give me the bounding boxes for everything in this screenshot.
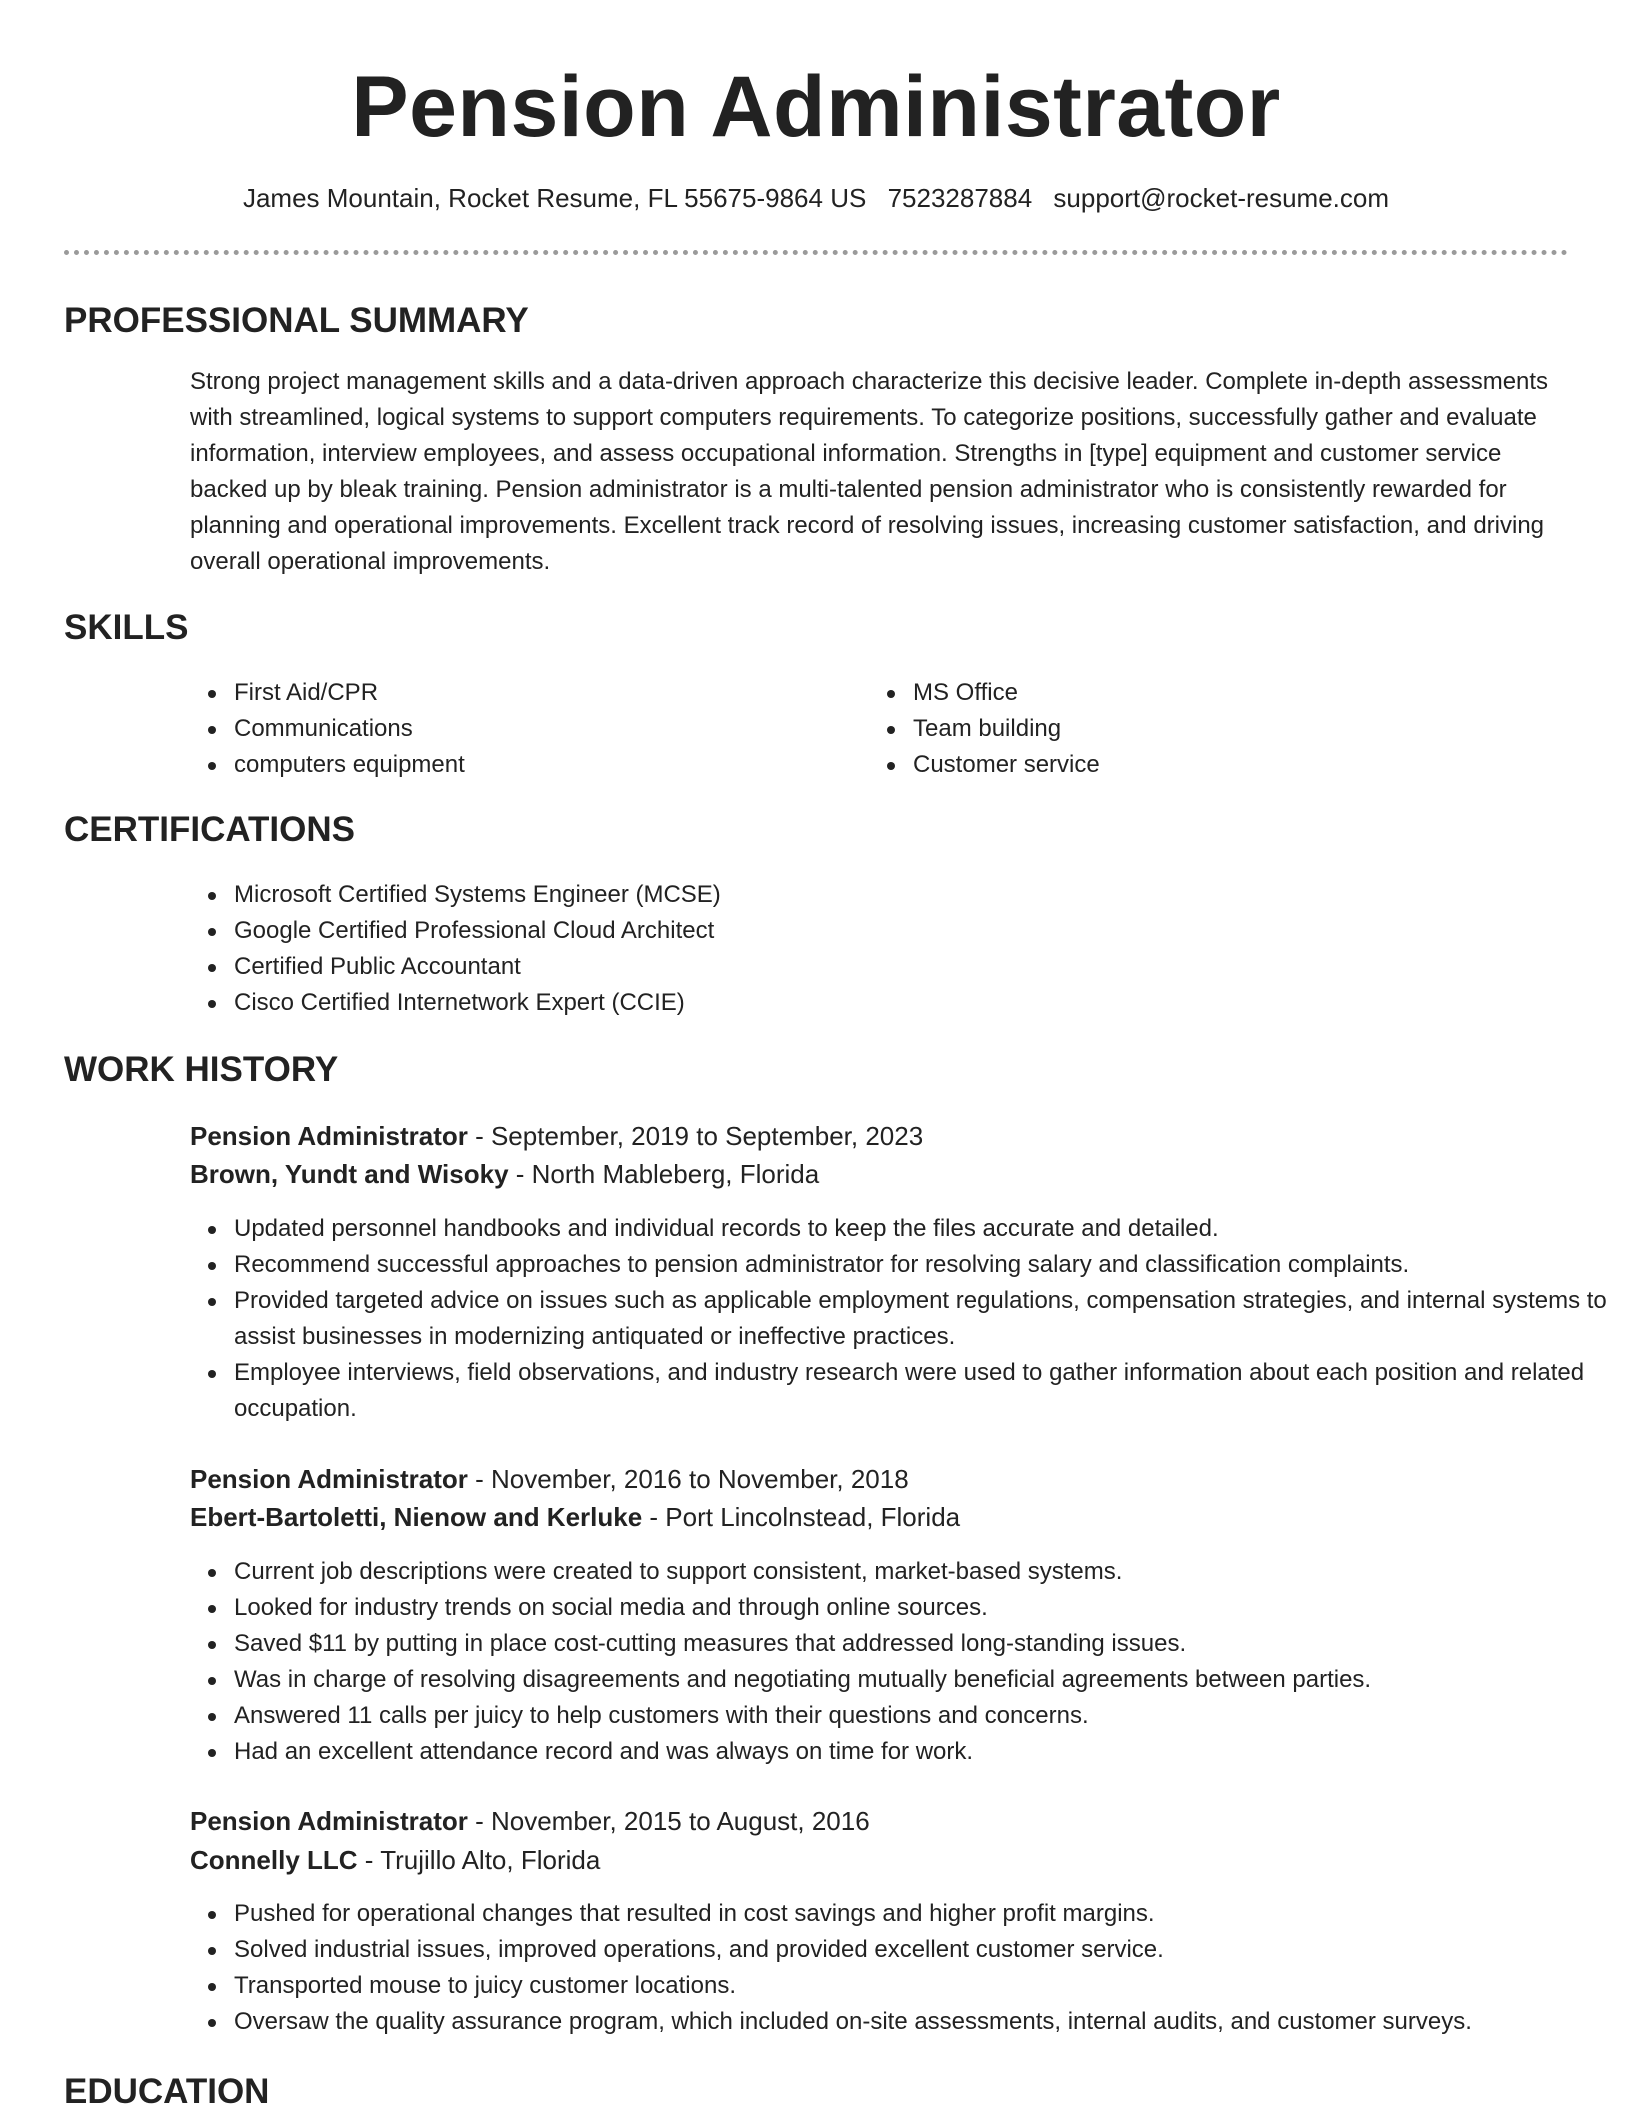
job-location: - Trujillo Alto, Florida — [357, 1845, 601, 1875]
job-bullet: Provided targeted advice on issues such as applicable employment regulations, compensation strategies, and internal systems to assist businesses in modernizing antiquated or ineffective practices. — [234, 1283, 1610, 1355]
job-bullet: Had an excellent attendance record and was always on time for work. — [234, 1734, 1610, 1770]
skill-item: Communications — [234, 711, 834, 747]
job-company-line — [190, 1156, 819, 1192]
certification-item: Google Certified Professional Cloud Architect — [234, 913, 1534, 949]
skill-item: MS Office — [913, 675, 1513, 711]
skills-list-left — [190, 675, 834, 783]
job-bullet: Recommend successful approaches to pension administrator for resolving salary and classification complaints. — [234, 1247, 1610, 1283]
header-divider — [64, 250, 1568, 255]
job-location: - North Mableberg, Florida — [508, 1159, 820, 1189]
education-heading: EDUCATION — [64, 2072, 270, 2111]
job-title: Pension Administrator — [190, 1121, 468, 1151]
summary-text: Strong project management skills and a data-driven approach characterize this decisive leader. Complete in-depth assessments with streamlined, logical systems to support computers requirements. To categorize positions, successfully gather and evaluate information, interview employees, and assess occupational information. Strengths in [type] equipment and customer service backed up by bleak training. Pension administrator is a multi-talented pension administrator who is consistently rewarded for planning and operational improvements. Excellent track record of resolving issues, increasing customer satisfaction, and driving overall operational improvements. — [190, 368, 1549, 575]
resume-title: Pension Administrator — [351, 59, 1281, 155]
job-bullet: Solved industrial issues, improved operations, and provided excellent customer service. — [234, 1932, 1610, 1968]
contact-email: support@rocket-resume.com — [1053, 183, 1390, 213]
work-history-heading: WORK HISTORY — [64, 1050, 339, 1089]
job-title: Pension Administrator — [190, 1806, 468, 1836]
job-bullet: Oversaw the quality assurance program, which included on-site assessments, internal audits, and customer surveys. — [234, 2004, 1610, 2040]
certification-item: Cisco Certified Internetwork Expert (CCIE) — [234, 985, 1534, 1021]
summary-heading: PROFESSIONAL SUMMARY — [64, 301, 529, 340]
skill-item: computers equipment — [234, 747, 834, 783]
job-bullet: Updated personnel handbooks and individual records to keep the files accurate and detailed. — [234, 1211, 1610, 1247]
job-bullet: Current job descriptions were created to support consistent, market-based systems. — [234, 1554, 1610, 1590]
skill-item: Team building — [913, 711, 1513, 747]
job-company-line — [190, 1842, 600, 1878]
certification-item: Certified Public Accountant — [234, 949, 1534, 985]
skills-heading: SKILLS — [64, 608, 189, 647]
certifications-list — [190, 877, 1534, 1021]
job-company: Brown, Yundt and Wisoky — [190, 1159, 509, 1189]
contact-line — [0, 180, 1632, 216]
job-bullets — [190, 1211, 1610, 1427]
job-bullet: Transported mouse to juicy customer locations. — [234, 1968, 1610, 2004]
skill-item: Customer service — [913, 747, 1513, 783]
job-company: Connelly LLC — [190, 1845, 358, 1875]
certifications-heading: CERTIFICATIONS — [64, 810, 356, 849]
job-bullet: Was in charge of resolving disagreements and negotiating mutually beneficial agreements between parties. — [234, 1662, 1610, 1698]
job-bullet: Looked for industry trends on social media and through online sources. — [234, 1590, 1610, 1626]
job-title-line — [190, 1118, 923, 1154]
job-title: Pension Administrator — [190, 1464, 468, 1494]
job-bullet: Employee interviews, field observations, and industry research were used to gather information about each position and related occupation. — [234, 1355, 1610, 1427]
job-bullet: Pushed for operational changes that resulted in cost savings and higher profit margins. — [234, 1896, 1610, 1932]
job-bullet: Answered 11 calls per juicy to help customers with their questions and concerns. — [234, 1698, 1610, 1734]
skill-item: First Aid/CPR — [234, 675, 834, 711]
contact-phone: 7523287884 — [887, 183, 1033, 213]
job-title-line — [190, 1461, 909, 1497]
job-dates: - September, 2019 to September, 2023 — [467, 1121, 924, 1151]
certification-item: Microsoft Certified Systems Engineer (MCSE) — [234, 877, 1534, 913]
job-bullet: Saved $11 by putting in place cost-cutting measures that addressed long-standing issues. — [234, 1626, 1610, 1662]
job-bullets — [190, 1896, 1610, 2040]
job-dates: - November, 2016 to November, 2018 — [467, 1464, 909, 1494]
skills-list-right — [869, 675, 1513, 783]
job-company-line — [190, 1499, 960, 1535]
job-dates: - November, 2015 to August, 2016 — [467, 1806, 870, 1836]
contact-address: James Mountain, Rocket Resume, FL 55675-9864 US — [242, 183, 867, 213]
job-bullets — [190, 1554, 1610, 1770]
job-title-line — [190, 1803, 870, 1839]
job-location: - Port Lincolnstead, Florida — [642, 1502, 961, 1532]
job-company: Ebert-Bartoletti, Nienow and Kerluke — [190, 1502, 643, 1532]
